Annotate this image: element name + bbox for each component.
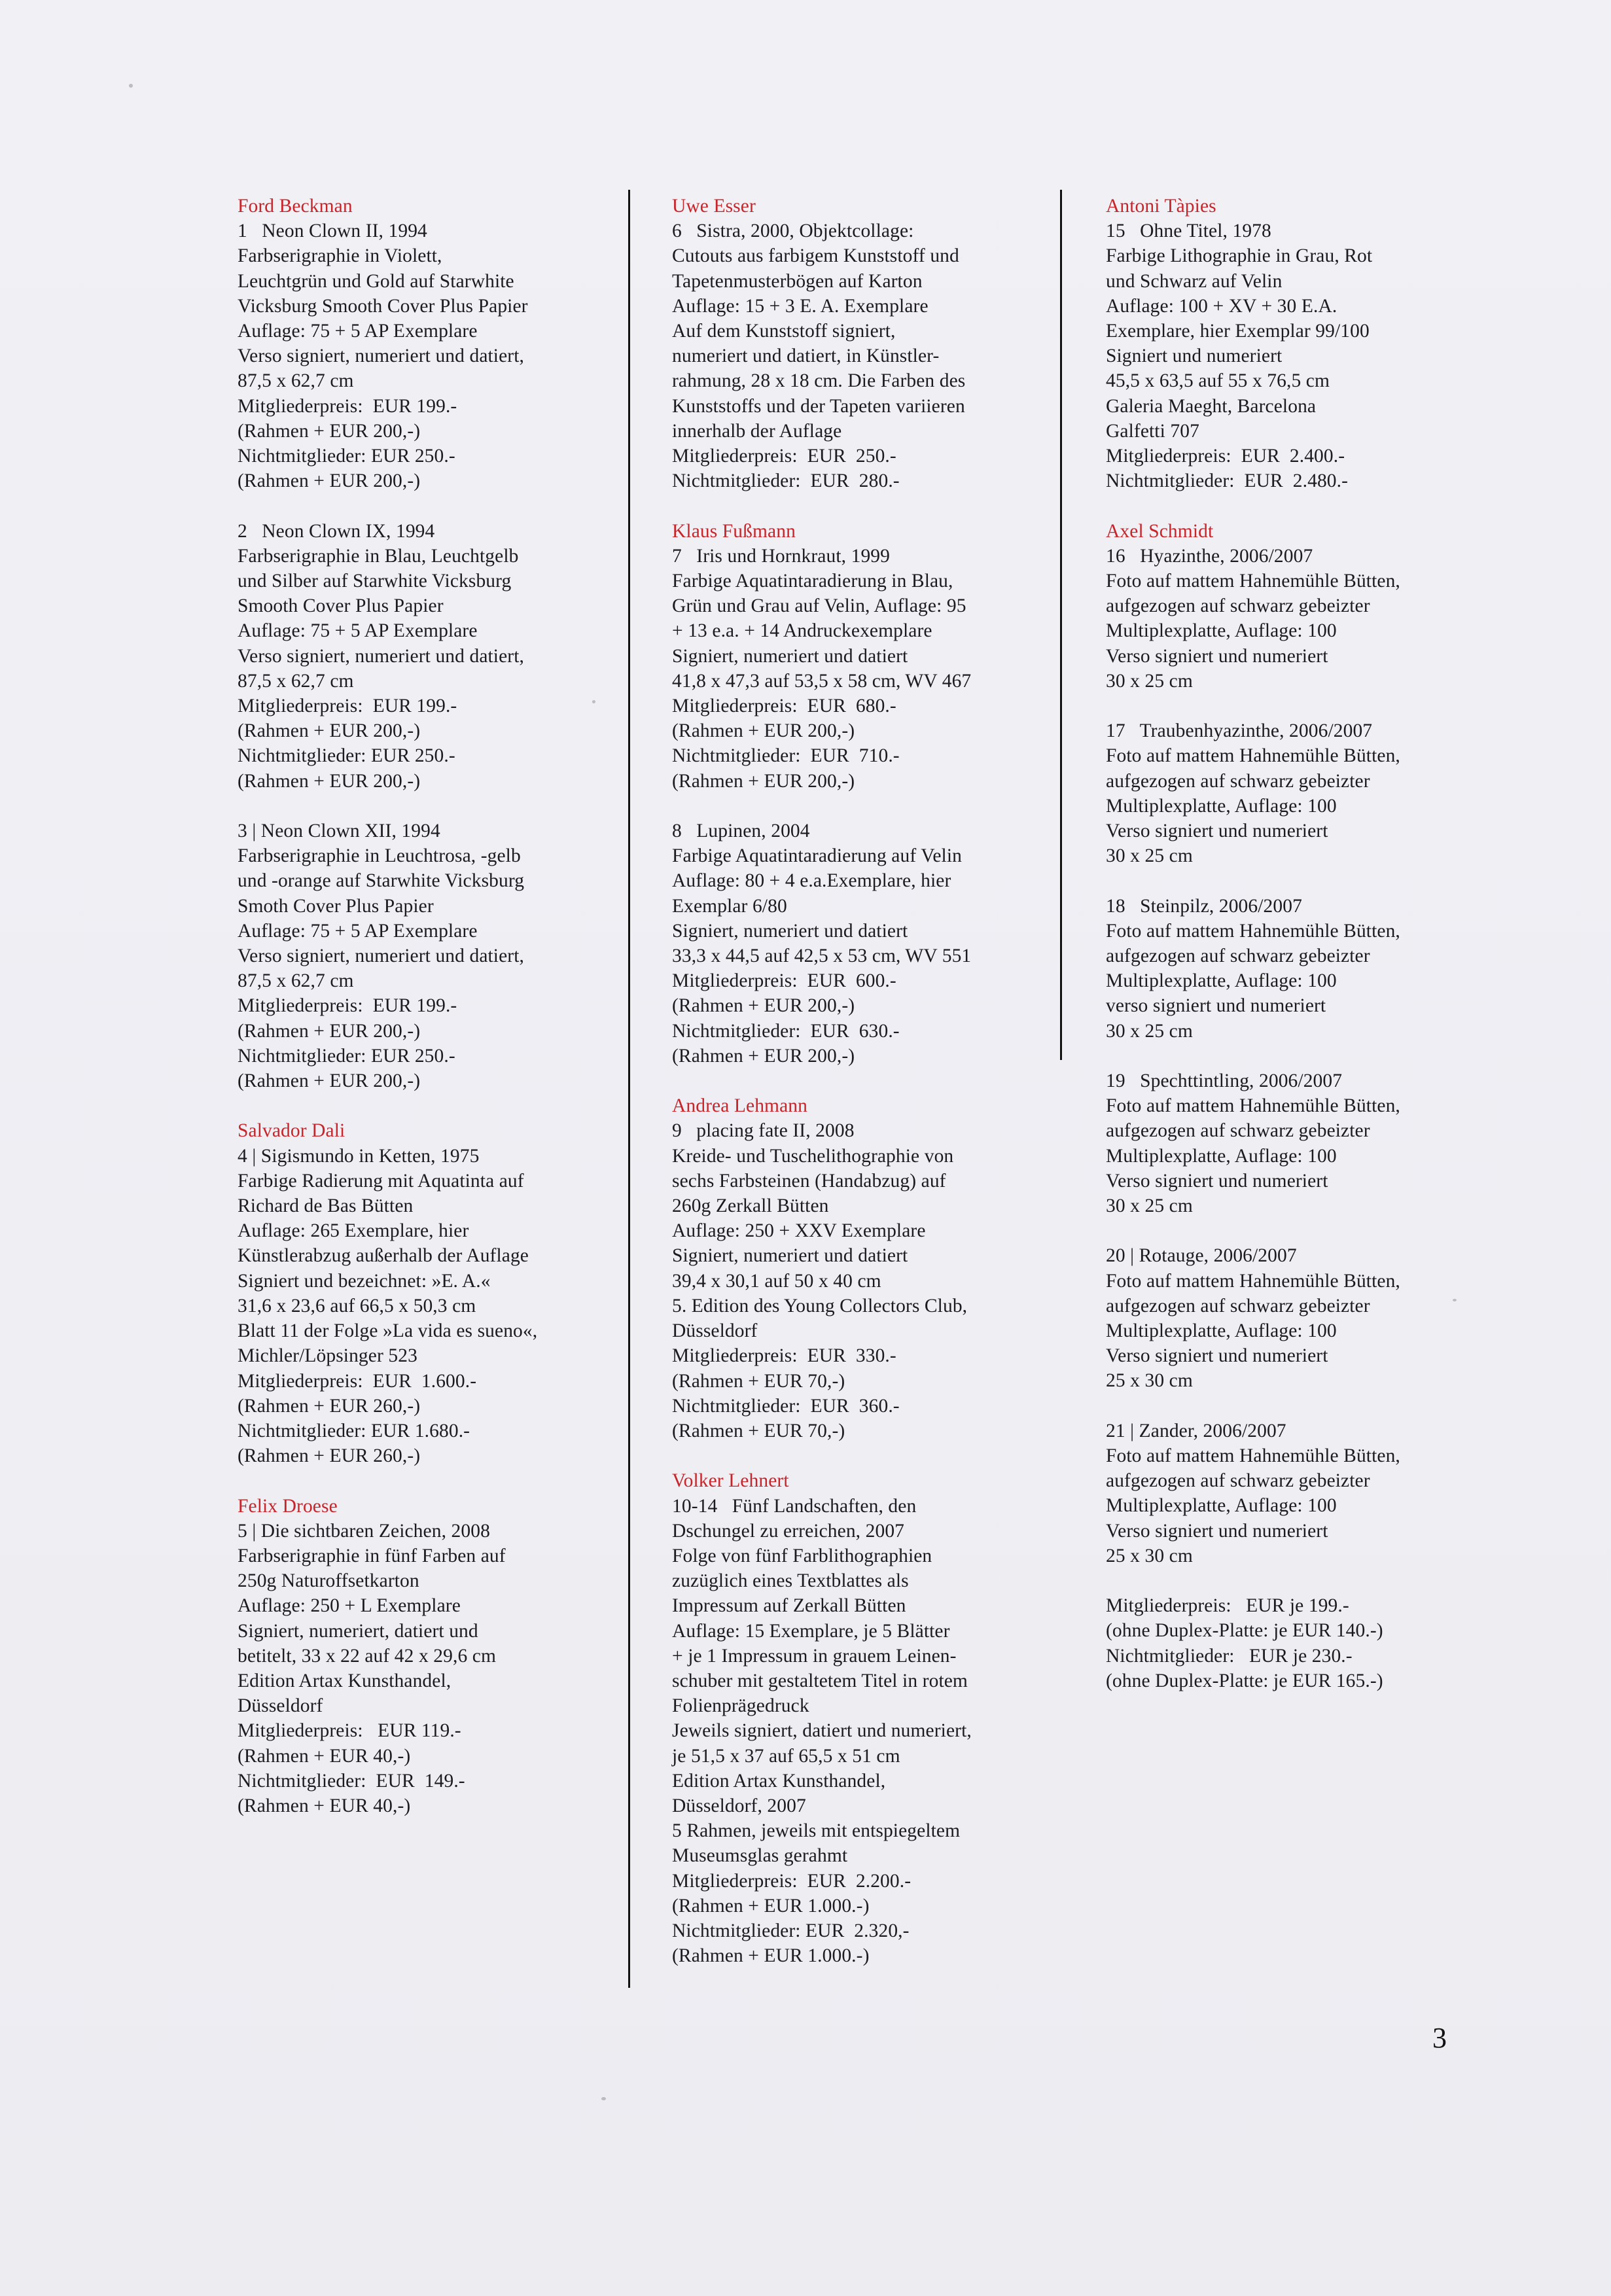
entry-line: 21 | Zander, 2006/2007 bbox=[1106, 1420, 1286, 1441]
entry-line: 39,4 x 30,1 auf 50 x 40 cm bbox=[672, 1270, 881, 1292]
entry-line: (ohne Duplex-Platte: je EUR 140.-) bbox=[1106, 1620, 1383, 1642]
entry-line: Nichtmitglieder: EUR 280.- bbox=[672, 470, 900, 492]
entry-line: und Silber auf Starwhite Vicksburg bbox=[238, 571, 512, 592]
entry-line: Nichtmitglieder: EUR je 230.- bbox=[1106, 1645, 1353, 1667]
entry-line: 87,5 x 62,7 cm bbox=[238, 970, 354, 992]
entry-line: Verso signiert und numeriert bbox=[1106, 1345, 1328, 1367]
entry-line: Richard de Bas Bütten bbox=[238, 1195, 414, 1217]
entry-line: Auflage: 100 + XV + 30 E.A. bbox=[1106, 295, 1337, 317]
entry-line: Foto auf mattem Hahnemühle Bütten, bbox=[1106, 1270, 1400, 1292]
entry-line: schuber mit gestaltetem Titel in rotem bbox=[672, 1670, 968, 1691]
entry-line: + je 1 Impressum in grauem Leinen- bbox=[672, 1645, 957, 1667]
entry-line: Galfetti 707 bbox=[1106, 420, 1199, 442]
entry-line: Nichtmitglieder: EUR 250.- bbox=[238, 446, 455, 467]
entry-line: 8 Lupinen, 2004 bbox=[672, 821, 810, 842]
entry-line: Mitgliederpreis: EUR 680.- bbox=[672, 696, 896, 717]
entry-line: 33,3 x 44,5 auf 42,5 x 53 cm, WV 551 bbox=[672, 945, 972, 967]
entry-line: Blatt 11 der Folge »La vida es sueno«, bbox=[238, 1320, 538, 1342]
entry-line: 87,5 x 62,7 cm bbox=[238, 370, 354, 392]
catalog-entry bbox=[1106, 718, 1472, 868]
entry-line: 16 Hyazinthe, 2006/2007 bbox=[1106, 545, 1313, 567]
entry-line: Farbserigraphie in Leuchtrosa, -gelb bbox=[238, 845, 521, 867]
entry-line: verso signiert und numeriert bbox=[1106, 995, 1326, 1017]
entry-line: Foto auf mattem Hahnemühle Bütten, bbox=[1106, 571, 1400, 592]
entry-line: Museumsglas gerahmt bbox=[672, 1845, 848, 1867]
catalog-entry bbox=[238, 194, 604, 493]
entry-line: Farbserigraphie in Violett, bbox=[238, 245, 442, 267]
entry-line: Nichtmitglieder: EUR 710.- bbox=[672, 745, 900, 767]
entry-line: (Rahmen + EUR 200,-) bbox=[672, 1045, 855, 1067]
entry-line: (Rahmen + EUR 200,-) bbox=[238, 720, 421, 742]
column-left bbox=[238, 194, 604, 1818]
entry-line: 31,6 x 23,6 auf 66,5 x 50,3 cm bbox=[238, 1295, 476, 1316]
entry-line: (ohne Duplex-Platte: je EUR 165.-) bbox=[1106, 1670, 1383, 1691]
artist-name: Axel Schmidt bbox=[1106, 520, 1214, 542]
entry-line: (Rahmen + EUR 200,-) bbox=[238, 1020, 421, 1042]
catalog-entry bbox=[1106, 1069, 1472, 1218]
artist-name: Volker Lehnert bbox=[672, 1470, 789, 1492]
catalog-entry bbox=[672, 819, 1038, 1069]
entry-line: Verso signiert und numeriert bbox=[1106, 821, 1328, 842]
entry-line: 30 x 25 cm bbox=[1106, 845, 1193, 867]
entry-line: Exemplare, hier Exemplar 99/100 bbox=[1106, 321, 1370, 342]
column-divider-right bbox=[1060, 190, 1062, 1060]
entry-line: (Rahmen + EUR 200,-) bbox=[238, 470, 421, 492]
entry-line: Foto auf mattem Hahnemühle Bütten, bbox=[1106, 1095, 1400, 1117]
entry-line: Nichtmitglieder: EUR 149.- bbox=[238, 1770, 465, 1792]
entry-line: Kreide- und Tuschelithographie von bbox=[672, 1145, 954, 1167]
entry-line: 9 placing fate II, 2008 bbox=[672, 1120, 855, 1142]
entry-line: Multiplexplatte, Auflage: 100 bbox=[1106, 970, 1337, 992]
entry-line: 30 x 25 cm bbox=[1106, 1020, 1193, 1042]
artist-name: Salvador Dali bbox=[238, 1120, 345, 1142]
entry-line: aufgezogen auf schwarz gebeizter bbox=[1106, 1295, 1370, 1316]
entry-line: (Rahmen + EUR 200,-) bbox=[672, 720, 855, 742]
entry-line: Mitgliederpreis: EUR je 199.- bbox=[1106, 1595, 1349, 1617]
entry-spacer bbox=[1106, 1568, 1472, 1593]
entry-line: Auflage: 265 Exemplare, hier bbox=[238, 1220, 469, 1242]
entry-line: Signiert, numeriert und datiert bbox=[672, 920, 908, 942]
entry-line: Verso signiert und numeriert bbox=[1106, 1170, 1328, 1192]
catalog-entry bbox=[238, 1494, 604, 1819]
entry-line: Mitgliederpreis: EUR 199.- bbox=[238, 395, 457, 417]
entry-line: 30 x 25 cm bbox=[1106, 1195, 1193, 1217]
paper-speck bbox=[1453, 1299, 1457, 1301]
entry-line: Signiert, numeriert, datiert und bbox=[238, 1620, 478, 1642]
entry-line: betitelt, 33 x 22 auf 42 x 29,6 cm bbox=[238, 1645, 497, 1667]
artist-name: Klaus Fußmann bbox=[672, 520, 796, 542]
entry-line: Farbserigraphie in Blau, Leuchtgelb bbox=[238, 545, 519, 567]
artist-name: Uwe Esser bbox=[672, 196, 756, 217]
entry-line: (Rahmen + EUR 70,-) bbox=[672, 1420, 845, 1441]
entry-line: (Rahmen + EUR 40,-) bbox=[238, 1745, 411, 1767]
entry-line: Farbige Aquatintaradierung in Blau, bbox=[672, 571, 953, 592]
entry-line: Auf dem Kunststoff signiert, bbox=[672, 321, 896, 342]
entry-spacer bbox=[238, 794, 604, 819]
entry-line: Nichtmitglieder: EUR 1.680.- bbox=[238, 1420, 470, 1441]
entry-line: Multiplexplatte, Auflage: 100 bbox=[1106, 1145, 1337, 1167]
entry-line: 5 Rahmen, jeweils mit entspiegeltem bbox=[672, 1820, 961, 1842]
page-number: 3 bbox=[1432, 2022, 1447, 2054]
column-divider-left bbox=[628, 190, 630, 1988]
entry-line: Nichtmitglieder: EUR 250.- bbox=[238, 745, 455, 767]
entry-line: Exemplar 6/80 bbox=[672, 895, 787, 917]
entry-line: 17 Traubenhyazinthe, 2006/2007 bbox=[1106, 720, 1373, 742]
entry-spacer bbox=[238, 493, 604, 518]
entry-line: 5. Edition des Young Collectors Club, bbox=[672, 1295, 968, 1316]
entry-line: Folienprägedruck bbox=[672, 1695, 809, 1717]
entry-line: (Rahmen + EUR 200,-) bbox=[238, 1070, 421, 1092]
entry-line: 10-14 Fünf Landschaften, den bbox=[672, 1495, 917, 1517]
entry-line: Farbige Aquatintaradierung auf Velin bbox=[672, 845, 962, 867]
entry-line: Verso signiert, numeriert und datiert, bbox=[238, 945, 524, 967]
entry-line: Grün und Grau auf Velin, Auflage: 95 bbox=[672, 595, 966, 617]
entry-spacer bbox=[1106, 868, 1472, 893]
catalog-entry bbox=[1106, 1593, 1472, 1693]
artist-name: Andrea Lehmann bbox=[672, 1095, 807, 1117]
catalog-entry bbox=[672, 194, 1038, 493]
entry-line: Impressum auf Zerkall Bütten bbox=[672, 1595, 906, 1617]
entry-line: + 13 e.a. + 14 Andruckexemplare bbox=[672, 620, 932, 642]
entry-spacer bbox=[672, 493, 1038, 518]
entry-line: 25 x 30 cm bbox=[1106, 1545, 1193, 1566]
entry-line: 20 | Rotauge, 2006/2007 bbox=[1106, 1245, 1297, 1267]
entry-line: (Rahmen + EUR 200,-) bbox=[672, 995, 855, 1017]
entry-line: 18 Steinpilz, 2006/2007 bbox=[1106, 895, 1302, 917]
entry-line: Multiplexplatte, Auflage: 100 bbox=[1106, 1320, 1337, 1342]
entry-line: Auflage: 15 Exemplare, je 5 Blätter bbox=[672, 1620, 950, 1642]
entry-line: (Rahmen + EUR 260,-) bbox=[238, 1445, 421, 1467]
entry-line: Auflage: 80 + 4 e.a.Exemplare, hier bbox=[672, 870, 951, 892]
entry-line: je 51,5 x 37 auf 65,5 x 51 cm bbox=[672, 1745, 900, 1767]
entry-line: Mitgliederpreis: EUR 600.- bbox=[672, 970, 896, 992]
entry-line: Mitgliederpreis: EUR 199.- bbox=[238, 995, 457, 1017]
entry-line: Mitgliederpreis: EUR 1.600.- bbox=[238, 1370, 477, 1392]
entry-line: (Rahmen + EUR 1.000.-) bbox=[672, 1945, 870, 1967]
entry-spacer bbox=[1106, 1394, 1472, 1419]
entry-line: Kunststoffs und der Tapeten variieren bbox=[672, 395, 965, 417]
entry-spacer bbox=[1106, 1044, 1472, 1069]
entry-spacer bbox=[672, 1443, 1038, 1468]
artist-name: Antoni Tàpies bbox=[1106, 196, 1216, 217]
entry-line: Verso signiert und numeriert bbox=[1106, 1520, 1328, 1542]
entry-line: Mitgliederpreis: EUR 119.- bbox=[238, 1720, 461, 1742]
entry-line: (Rahmen + EUR 70,-) bbox=[672, 1370, 845, 1392]
entry-spacer bbox=[1106, 694, 1472, 718]
catalog-entry bbox=[672, 519, 1038, 794]
entry-line: 2 Neon Clown IX, 1994 bbox=[238, 520, 435, 542]
entry-line: Foto auf mattem Hahnemühle Bütten, bbox=[1106, 745, 1400, 767]
entry-line: Galeria Maeght, Barcelona bbox=[1106, 395, 1317, 417]
catalog-entry bbox=[1106, 194, 1472, 493]
entry-line: 41,8 x 47,3 auf 53,5 x 58 cm, WV 467 bbox=[672, 670, 972, 692]
entry-line: zuzüglich eines Textblattes als bbox=[672, 1570, 909, 1592]
entry-spacer bbox=[1106, 1218, 1472, 1243]
entry-line: 87,5 x 62,7 cm bbox=[238, 670, 354, 692]
entry-line: Smooth Cover Plus Papier bbox=[238, 595, 444, 617]
entry-line: 6 Sistra, 2000, Objektcollage: bbox=[672, 221, 914, 242]
entry-line: Nichtmitglieder: EUR 360.- bbox=[672, 1395, 900, 1417]
entry-line: 45,5 x 63,5 auf 55 x 76,5 cm bbox=[1106, 370, 1330, 392]
entry-line: aufgezogen auf schwarz gebeizter bbox=[1106, 1470, 1370, 1492]
entry-line: Signiert, numeriert und datiert bbox=[672, 1245, 908, 1267]
entry-line: Verso signiert, numeriert und datiert, bbox=[238, 645, 524, 667]
entry-spacer bbox=[238, 1093, 604, 1118]
entry-line: Foto auf mattem Hahnemühle Bütten, bbox=[1106, 1445, 1400, 1467]
entry-line: und -orange auf Starwhite Vicksburg bbox=[238, 870, 525, 892]
artist-name: Felix Droese bbox=[238, 1495, 338, 1517]
entry-line: Dschungel zu erreichen, 2007 bbox=[672, 1520, 905, 1542]
entry-line: Auflage: 75 + 5 AP Exemplare bbox=[238, 920, 478, 942]
paper-speck bbox=[601, 2097, 606, 2100]
artist-name: Ford Beckman bbox=[238, 196, 353, 217]
entry-line: Mitgliederpreis: EUR 250.- bbox=[672, 446, 896, 467]
entry-line: Künstlerabzug außerhalb der Auflage bbox=[238, 1245, 529, 1267]
entry-line: Vicksburg Smooth Cover Plus Papier bbox=[238, 295, 528, 317]
entry-line: Cutouts aus farbigem Kunststoff und bbox=[672, 245, 959, 267]
entry-line: Smoth Cover Plus Papier bbox=[238, 895, 434, 917]
entry-line: (Rahmen + EUR 260,-) bbox=[238, 1395, 421, 1417]
catalog-entry bbox=[238, 819, 604, 1093]
entry-line: und Schwarz auf Velin bbox=[1106, 270, 1283, 292]
entry-line: Farbige Lithographie in Grau, Rot bbox=[1106, 245, 1373, 267]
entry-line: Mitgliederpreis: EUR 2.400.- bbox=[1106, 446, 1345, 467]
entry-line: 250g Naturoffsetkarton bbox=[238, 1570, 419, 1592]
entry-line: (Rahmen + EUR 200,-) bbox=[672, 770, 855, 792]
entry-line: 3 | Neon Clown XII, 1994 bbox=[238, 821, 440, 842]
entry-line: 30 x 25 cm bbox=[1106, 670, 1193, 692]
entry-spacer bbox=[1106, 493, 1472, 518]
entry-line: aufgezogen auf schwarz gebeizter bbox=[1106, 945, 1370, 967]
entry-line: aufgezogen auf schwarz gebeizter bbox=[1106, 1120, 1370, 1142]
entry-line: Düsseldorf, 2007 bbox=[672, 1795, 806, 1816]
entry-line: (Rahmen + EUR 40,-) bbox=[238, 1795, 411, 1816]
entry-line: Multiplexplatte, Auflage: 100 bbox=[1106, 1495, 1337, 1517]
entry-line: Farbige Radierung mit Aquatinta auf bbox=[238, 1170, 524, 1192]
entry-line: Leuchtgrün und Gold auf Starwhite bbox=[238, 270, 514, 292]
entry-line: Multiplexplatte, Auflage: 100 bbox=[1106, 795, 1337, 817]
entry-line: sechs Farbsteinen (Handabzug) auf bbox=[672, 1170, 946, 1192]
entry-line: 15 Ohne Titel, 1978 bbox=[1106, 221, 1271, 242]
entry-line: Auflage: 250 + L Exemplare bbox=[238, 1595, 461, 1617]
catalog-entry bbox=[1106, 1419, 1472, 1568]
entry-line: 260g Zerkall Bütten bbox=[672, 1195, 829, 1217]
catalog-entry bbox=[1106, 1243, 1472, 1393]
entry-line: Multiplexplatte, Auflage: 100 bbox=[1106, 620, 1337, 642]
entry-line: Nichtmitglieder: EUR 250.- bbox=[238, 1045, 455, 1067]
entry-line: Düsseldorf bbox=[238, 1695, 323, 1717]
entry-line: 19 Spechttintling, 2006/2007 bbox=[1106, 1070, 1343, 1092]
catalog-entry bbox=[672, 1468, 1038, 1968]
entry-line: Verso signiert, numeriert und datiert, bbox=[238, 345, 524, 367]
catalog-entry bbox=[1106, 894, 1472, 1044]
catalog-entry bbox=[1106, 519, 1472, 694]
entry-line: Edition Artax Kunsthandel, bbox=[238, 1670, 451, 1691]
catalog-entry bbox=[672, 1093, 1038, 1443]
entry-line: Mitgliederpreis: EUR 199.- bbox=[238, 696, 457, 717]
entry-line: Auflage: 15 + 3 E. A. Exemplare bbox=[672, 295, 929, 317]
entry-line: innerhalb der Auflage bbox=[672, 420, 842, 442]
entry-line: Auflage: 75 + 5 AP Exemplare bbox=[238, 321, 478, 342]
entry-line: Verso signiert und numeriert bbox=[1106, 645, 1328, 667]
entry-line: Jeweils signiert, datiert und numeriert, bbox=[672, 1720, 972, 1742]
entry-line: Folge von fünf Farblithographien bbox=[672, 1545, 932, 1566]
entry-line: aufgezogen auf schwarz gebeizter bbox=[1106, 595, 1370, 617]
paper-speck bbox=[129, 84, 133, 88]
entry-line: Nichtmitglieder: EUR 630.- bbox=[672, 1020, 900, 1042]
entry-line: 25 x 30 cm bbox=[1106, 1370, 1193, 1392]
entry-spacer bbox=[672, 794, 1038, 819]
entry-line: Mitgliederpreis: EUR 330.- bbox=[672, 1345, 896, 1367]
catalog-entry bbox=[238, 1118, 604, 1468]
entry-line: Auflage: 250 + XXV Exemplare bbox=[672, 1220, 926, 1242]
entry-line: (Rahmen + EUR 1.000.-) bbox=[672, 1895, 870, 1916]
paper-speck bbox=[592, 700, 595, 703]
entry-line: Signiert, numeriert und datiert bbox=[672, 645, 908, 667]
entry-line: rahmung, 28 x 18 cm. Die Farben des bbox=[672, 370, 966, 392]
entry-line: Edition Artax Kunsthandel, bbox=[672, 1770, 886, 1792]
entry-line: Nichtmitglieder: EUR 2.480.- bbox=[1106, 470, 1349, 492]
entry-line: (Rahmen + EUR 200,-) bbox=[238, 770, 421, 792]
entry-line: Mitgliederpreis: EUR 2.200.- bbox=[672, 1870, 912, 1892]
entry-line: 4 | Sigismundo in Ketten, 1975 bbox=[238, 1145, 480, 1167]
entry-spacer bbox=[238, 1468, 604, 1493]
column-right bbox=[1106, 194, 1472, 1693]
entry-line: Farbserigraphie in fünf Farben auf bbox=[238, 1545, 506, 1566]
column-middle bbox=[672, 194, 1038, 1968]
entry-spacer bbox=[672, 1069, 1038, 1093]
entry-line: (Rahmen + EUR 200,-) bbox=[238, 420, 421, 442]
entry-line: Düsseldorf bbox=[672, 1320, 758, 1342]
entry-line: 5 | Die sichtbaren Zeichen, 2008 bbox=[238, 1520, 490, 1542]
catalog-entry bbox=[238, 519, 604, 794]
entry-line: aufgezogen auf schwarz gebeizter bbox=[1106, 770, 1370, 792]
entry-line: Michler/Löpsinger 523 bbox=[238, 1345, 417, 1367]
entry-line: Foto auf mattem Hahnemühle Bütten, bbox=[1106, 920, 1400, 942]
entry-line: Signiert und bezeichnet: »E. A.« bbox=[238, 1270, 491, 1292]
entry-line: Auflage: 75 + 5 AP Exemplare bbox=[238, 620, 478, 642]
entry-line: Tapetenmusterbögen auf Karton bbox=[672, 270, 923, 292]
entry-line: 7 Iris und Hornkraut, 1999 bbox=[672, 545, 890, 567]
entry-line: Nichtmitglieder: EUR 2.320,- bbox=[672, 1920, 910, 1941]
entry-line: numeriert und datiert, in Künstler- bbox=[672, 345, 940, 367]
entry-line: Signiert und numeriert bbox=[1106, 345, 1283, 367]
entry-line: 1 Neon Clown II, 1994 bbox=[238, 221, 427, 242]
